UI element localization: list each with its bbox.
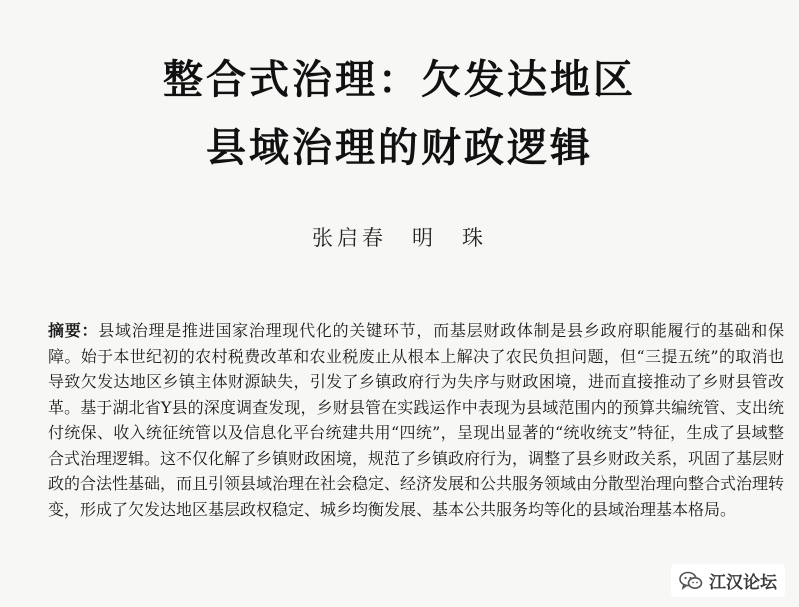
- watermark-text: 江汉论坛: [709, 573, 777, 593]
- wechat-icon: [679, 570, 703, 592]
- abstract: [48, 318, 784, 522]
- abstract-label: 摘要：: [48, 321, 99, 340]
- article-title-line-1: 整合式治理：欠发达地区: [163, 56, 636, 103]
- watermark: [671, 564, 785, 597]
- abstract-text: 县域治理是推进国家治理现代化的关键环节，而基层财政体制是县乡政府职能履行的基础和保障。始于本世纪初的农村税费改革和农业税废止从根本上解决了农民负担问题，但“三提五统”的取消也导致欠发达地区乡镇主体财源缺失，引发了乡镇政府行为失序与财政困境，进而直接推动了乡财县管改革。基于湖北省Y县的深度调查发现，乡财县管在实践运作中表现为县域范围内的预算共编统管、支出统付统保、收入统征统管以及信息化平台统建共用“四统”，呈现出显著的“统收统支”特征，生成了县域整合式治理逻辑。这不仅化解了乡镇财政困境，规范了乡镇政府行为，调整了县乡财政关系，巩固了基层财政的合法性基础，而且引领县域治理在社会稳定、经济发展和公共服务领域由分散型治理向整合式治理转变，形成了欠发达地区基层政权稳定、城乡均衡发展、基本公共服务均等化的县域治理基本格局。: [48, 321, 785, 519]
- authors: 张启春 明 珠: [312, 226, 487, 250]
- article-title-line-2: 县域治理的财政逻辑: [206, 124, 593, 171]
